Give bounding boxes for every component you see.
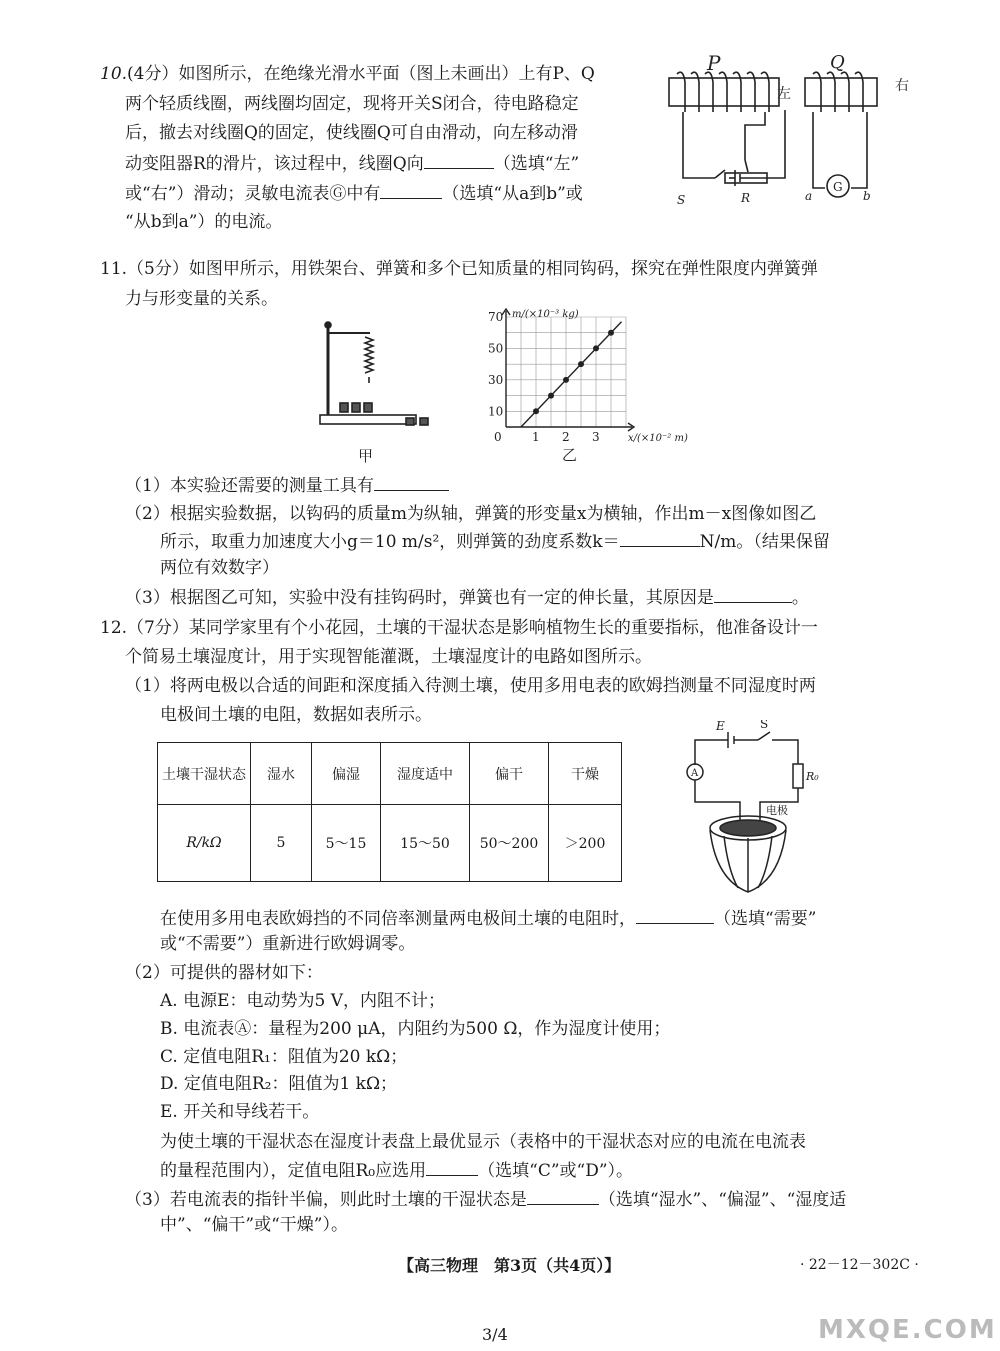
q12-s1c-text: 在使用多用电表欧姆挡的不同倍率测量两电极间土壤的电阻时， [160, 909, 636, 929]
y-axis-label: m/(×10⁻³ kg) [512, 309, 579, 320]
stand-base [320, 415, 416, 424]
table-row [158, 743, 622, 805]
x-tick-label: 3 [592, 430, 600, 444]
label-g: G [833, 180, 843, 194]
q11-s2b-end: N/m。（结果保留 [699, 532, 830, 552]
q11-blank-reason[interactable] [714, 586, 792, 603]
q11-chart [480, 305, 720, 465]
q12-s3a-end: （选填“湿水”、“偏湿”、“湿度适 [598, 1190, 847, 1210]
y-tick-label: 30 [488, 372, 504, 387]
resistor-r0 [793, 764, 803, 788]
wire-left-down [695, 780, 740, 820]
q10-text-5b: （选填“从a到b”或 [442, 184, 583, 204]
fig-jia-label: 甲 [358, 447, 374, 465]
table-cell: 50～200 [470, 805, 549, 882]
data-point [608, 330, 614, 336]
table-row-label: R/kΩ [158, 805, 251, 882]
soil-surface [720, 820, 776, 836]
q12-sub2f [160, 1159, 633, 1182]
x-tick-label: 2 [562, 430, 570, 444]
wire-top-left [695, 740, 728, 765]
q12-sub3a [125, 1188, 846, 1211]
q10-text-4-end: （选填“左” [493, 154, 580, 174]
origin-label: 0 [494, 430, 502, 444]
q12-blank-zero[interactable] [636, 907, 714, 924]
soil-circuit-svg [680, 720, 830, 900]
q10-coil-figure [655, 50, 915, 215]
q11-line2: 力与形变量的关系。 [125, 289, 278, 309]
label-e: E [716, 720, 725, 733]
q12-s2f-end: （选填“C”或“D”）。 [478, 1161, 634, 1181]
mx-chart-svg [480, 305, 720, 465]
q12-sub1c [160, 907, 816, 930]
data-point [593, 345, 599, 351]
weight [352, 403, 360, 412]
q11-s3-text: （3）根据图乙可知，实验中没有挂钩码时，弹簧也有一定的伸长量，其原因是 [125, 588, 714, 608]
table-cell: ＞200 [549, 805, 622, 882]
table-header-cell: 湿水 [251, 743, 312, 805]
q12-circuit-figure [680, 720, 830, 900]
data-point [548, 393, 554, 399]
data-point [578, 361, 584, 367]
label-q: Q [830, 52, 845, 73]
q11-blank-tool[interactable] [374, 474, 449, 491]
q12-item-c: C. 定值电阻R₁：阻值为20 kΩ； [160, 1047, 408, 1067]
table-row [158, 805, 622, 882]
q10-circuit-svg [655, 50, 915, 215]
q12-line2: 个简易土壤湿度计，用于实现智能灌溉，土壤湿度计的电路如图所示。 [125, 647, 652, 667]
label-a: A [691, 768, 699, 779]
switch-s[interactable] [715, 170, 725, 178]
x-axis-label: x/(×10⁻² m) [628, 433, 688, 444]
q11-s3-end: 。 [791, 588, 809, 608]
weight [340, 403, 348, 412]
q11-blank-k[interactable] [620, 530, 700, 547]
table-header-cell: 土壤干湿状态 [158, 743, 251, 805]
q10-line3: 后，撤去对线圈Q的固定，使线圈Q可自由滑动，向左移动滑 [125, 123, 578, 143]
y-tick-label: 70 [488, 310, 504, 324]
q10-text-4: 动变阻器R的滑片，该过程中，线圈Q向 [125, 154, 424, 174]
table-header-cell: 偏湿 [312, 743, 381, 805]
spring [365, 337, 373, 373]
q11-sub1 [125, 474, 449, 497]
q10-text-1: (4分）如图所示，在绝缘光滑水平面（图上未画出）上有P、Q [127, 64, 595, 84]
q11-s1-text: （1）本实验还需要的测量工具有 [125, 476, 374, 496]
q10-line1 [100, 63, 595, 85]
fig-yi-label: 乙 [562, 446, 578, 464]
q12-sub2: （2）可提供的器材如下： [125, 963, 323, 983]
wire-top-right [772, 740, 798, 764]
q12-sub1b: 电极间土壤的电阻，数据如表所示。 [160, 705, 432, 725]
q11-sub2a: （2）根据实验数据，以钩码的质量m为纵轴，弹簧的形变量x为横轴，作出m－x图像如图乙 [125, 504, 817, 524]
q12-line1: 12.（7分）某同学家里有个小花园，土壤的干湿状态是影响植物生长的重要指标，他准备设计一 [100, 618, 818, 638]
label-r0: R₀ [806, 770, 819, 783]
q11-sub3 [125, 586, 809, 609]
label-right: 右 [895, 78, 909, 94]
q12-blank-state[interactable] [527, 1188, 599, 1205]
table-header-cell: 干燥 [549, 743, 622, 805]
coil-p-wire-right [745, 112, 765, 160]
q12-s3a-text: （3）若电流表的指针半偏，则此时土壤的干湿状态是 [125, 1190, 527, 1210]
table-cell: 5～15 [312, 805, 381, 882]
q11-s2b-text: 所示，取重力加速度大小g＝10 m/s²，则弹簧的劲度系数k＝ [160, 532, 620, 552]
q10-line6: “从b到a”）的电流。 [125, 212, 283, 232]
q12-s1c-end: （选填“需要” [714, 909, 817, 929]
label-electrode: 电极 [766, 804, 788, 817]
q12-item-a: A. 电源E：电动势为5 V，内阻不计； [160, 991, 445, 1011]
stand-svg [310, 315, 450, 465]
table-header-cell: 湿度适中 [381, 743, 470, 805]
y-tick-label: 50 [488, 341, 504, 356]
label-b: b [863, 189, 871, 203]
footer-code: · 22－12－302C · [800, 1257, 919, 1273]
weight [406, 418, 414, 425]
data-point [533, 408, 539, 414]
label-a: a [805, 189, 813, 203]
y-tick-label: 10 [488, 404, 504, 419]
q12-sub1a: （1）将两电极以合适的间距和深度插入待测土壤，使用多用电表的欧姆挡测量不同湿度时两 [125, 676, 816, 696]
label-s: S [677, 193, 686, 207]
coil-q-wire-left [813, 112, 825, 188]
q11-sub2b [160, 530, 830, 553]
soil-resistance-table [157, 742, 622, 882]
x-tick-label: 1 [532, 430, 540, 444]
label-s: S [760, 720, 769, 731]
data-point [563, 377, 569, 383]
q11-stand-figure [310, 315, 450, 465]
rheostat-slider[interactable] [745, 160, 748, 172]
coil-q-wire-right [851, 112, 867, 188]
table-cell: 15～50 [381, 805, 470, 882]
q12-item-e: E. 开关和导线若干。 [160, 1102, 320, 1122]
coil-q-core [805, 78, 877, 106]
watermark: MXQE.COM [818, 1315, 997, 1345]
weight [364, 403, 372, 412]
q12-blank-resistor[interactable] [426, 1159, 478, 1176]
q12-s2f-text: 的量程范围内），定值电阻R₀应选用 [160, 1161, 427, 1181]
switch-s[interactable] [758, 732, 770, 740]
soil-pot-ribs [724, 836, 772, 892]
q12-item-b: B. 电流表Ⓐ：量程为200 μA，内阻约为500 Ω，作为湿度计使用； [160, 1019, 671, 1039]
coil-p-wire-left [683, 112, 715, 178]
q10-number: 10. [100, 64, 128, 84]
q10-line2: 两个轻质线圈，两线圈均固定，现将开关S闭合，待电路稳定 [125, 94, 579, 114]
q11-line1: 11.（5分）如图甲所示，用铁架台、弹簧和多个已知质量的相同钩码，探究在弹性限度内弹簧弹 [100, 259, 818, 279]
q12-sub3b: 中”、“偏干”或“干燥”）。 [160, 1215, 348, 1235]
label-p: P [707, 51, 721, 75]
weight [420, 418, 428, 425]
q12-sub1d: 或“不需要”）重新进行欧姆调零。 [160, 934, 416, 954]
q12-item-d: D. 定值电阻R₂：阻值为1 kΩ； [160, 1074, 398, 1094]
q10-blank-direction[interactable] [424, 152, 494, 169]
table-cell: 5 [251, 805, 312, 882]
page-number: 3/4 [482, 1325, 508, 1344]
q11-sub2c: 两位有效数字） [160, 558, 279, 578]
q10-blank-current[interactable] [380, 182, 442, 199]
q10-line4 [125, 152, 579, 175]
table-header-cell: 偏干 [470, 743, 549, 805]
label-r: R [741, 191, 751, 205]
q12-sub2e: 为使土壤的干湿状态在湿度计表盘上最优显示（表格中的干湿状态对应的电流在电流表 [160, 1132, 806, 1152]
q10-line5 [125, 182, 583, 205]
label-left: 左 [777, 86, 791, 102]
footer-title: 【高三物理 第3页（共4页）】 [398, 1256, 621, 1275]
q10-text-5a: 或“右”）滑动；灵敏电流表Ⓖ中有 [125, 184, 381, 204]
